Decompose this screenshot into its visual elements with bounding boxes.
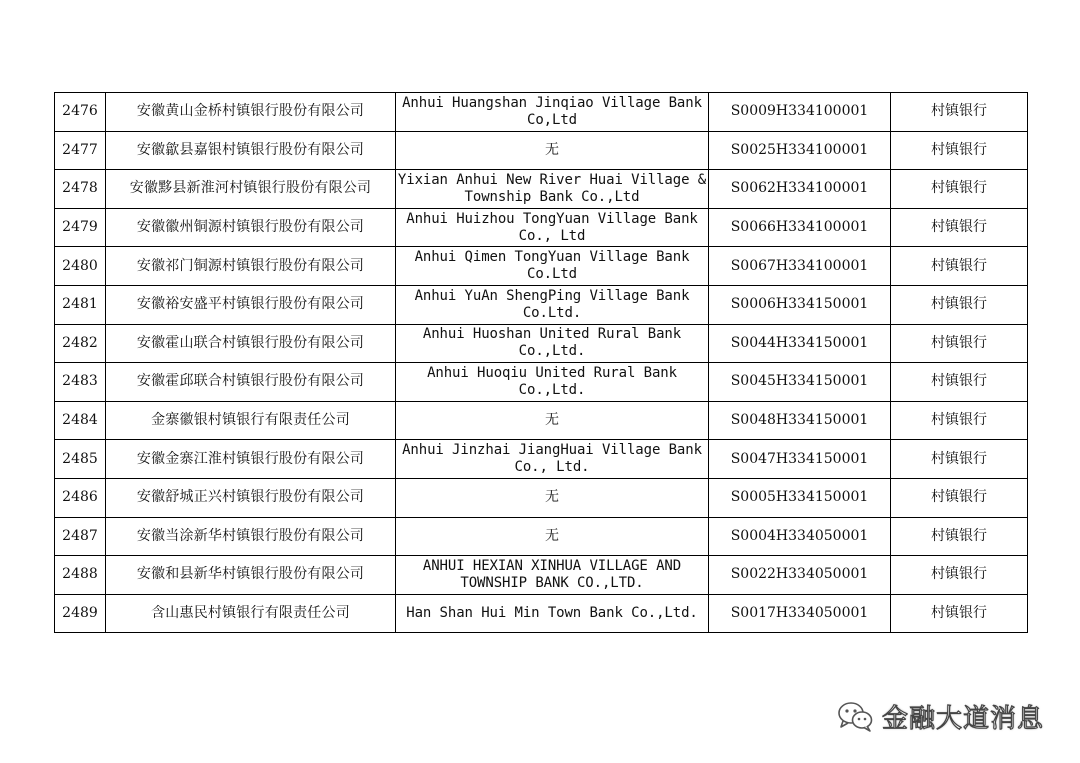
table-row — [55, 478, 1028, 517]
bank-table — [54, 92, 1028, 633]
institution-code: S0025H334100001 — [709, 131, 891, 170]
row-number: 2479 — [55, 208, 106, 247]
bank-name-zh: 安徽霍山联合村镇银行股份有限公司 — [106, 324, 396, 363]
table-row — [55, 556, 1028, 595]
row-number: 2489 — [55, 594, 106, 633]
bank-name-en: Anhui Qimen TongYuan Village Bank Co.Ltd — [396, 247, 709, 286]
institution-code: S0004H334050001 — [709, 517, 891, 556]
bank-name-en: Anhui Huizhou TongYuan Village Bank Co., Ltd — [396, 208, 709, 247]
table-row — [55, 93, 1028, 132]
bank-name-zh: 安徽和县新华村镇银行股份有限公司 — [106, 556, 396, 595]
institution-code: S0044H334150001 — [709, 324, 891, 363]
row-number: 2483 — [55, 363, 106, 402]
bank-name-zh: 安徽裕安盛平村镇银行股份有限公司 — [106, 285, 396, 324]
bank-name-en: Anhui Jinzhai JiangHuai Village Bank Co., Ltd. — [396, 440, 709, 479]
institution-code: S0005H334150001 — [709, 478, 891, 517]
row-number: 2487 — [55, 517, 106, 556]
bank-type: 村镇银行 — [891, 324, 1028, 363]
bank-type: 村镇银行 — [891, 594, 1028, 633]
institution-code: S0006H334150001 — [709, 285, 891, 324]
table-row — [55, 131, 1028, 170]
bank-name-en: Anhui Huoshan United Rural Bank Co.,Ltd. — [396, 324, 709, 363]
bank-name-zh: 安徽祁门铜源村镇银行股份有限公司 — [106, 247, 396, 286]
bank-type: 村镇银行 — [891, 556, 1028, 595]
bank-type: 村镇银行 — [891, 285, 1028, 324]
bank-name-zh: 安徽徽州铜源村镇银行股份有限公司 — [106, 208, 396, 247]
bank-name-en: Anhui Huangshan Jinqiao Village Bank Co,Ltd — [396, 93, 709, 132]
bank-table-body — [55, 93, 1028, 633]
row-number: 2482 — [55, 324, 106, 363]
bank-name-en: 无 — [396, 131, 709, 170]
table-row — [55, 285, 1028, 324]
institution-code: S0048H334150001 — [709, 401, 891, 440]
watermark — [836, 696, 1044, 736]
bank-name-en: Anhui Huoqiu United Rural Bank Co.,Ltd. — [396, 363, 709, 402]
row-number: 2486 — [55, 478, 106, 517]
row-number: 2481 — [55, 285, 106, 324]
row-number: 2478 — [55, 170, 106, 209]
institution-code: S0017H334050001 — [709, 594, 891, 633]
bank-name-en: Anhui YuAn ShengPing Village Bank Co.Ltd. — [396, 285, 709, 324]
bank-type: 村镇银行 — [891, 478, 1028, 517]
table-row — [55, 208, 1028, 247]
bank-name-en: 无 — [396, 478, 709, 517]
bank-name-en: Yixian Anhui New River Huai Village & Township Bank Co.,Ltd — [396, 170, 709, 209]
wechat-icon — [836, 699, 874, 733]
bank-type: 村镇银行 — [891, 363, 1028, 402]
institution-code: S0062H334100001 — [709, 170, 891, 209]
bank-name-en: 无 — [396, 517, 709, 556]
bank-name-zh: 安徽霍邱联合村镇银行股份有限公司 — [106, 363, 396, 402]
bank-type: 村镇银行 — [891, 517, 1028, 556]
row-number: 2484 — [55, 401, 106, 440]
bank-name-en: Han Shan Hui Min Town Bank Co.,Ltd. — [396, 594, 709, 633]
bank-type: 村镇银行 — [891, 208, 1028, 247]
bank-name-zh: 金寨徽银村镇银行有限责任公司 — [106, 401, 396, 440]
bank-name-zh: 安徽金寨江淮村镇银行股份有限公司 — [106, 440, 396, 479]
bank-type: 村镇银行 — [891, 401, 1028, 440]
bank-name-zh: 安徽黟县新淮河村镇银行股份有限公司 — [106, 170, 396, 209]
table-row — [55, 594, 1028, 633]
bank-type: 村镇银行 — [891, 247, 1028, 286]
bank-name-en: 无 — [396, 401, 709, 440]
table-row — [55, 440, 1028, 479]
institution-code: S0022H334050001 — [709, 556, 891, 595]
table-row — [55, 170, 1028, 209]
row-number: 2477 — [55, 131, 106, 170]
institution-code: S0045H334150001 — [709, 363, 891, 402]
institution-code: S0009H334100001 — [709, 93, 891, 132]
table-row — [55, 517, 1028, 556]
bank-name-zh: 安徽歙县嘉银村镇银行股份有限公司 — [106, 131, 396, 170]
table-row — [55, 363, 1028, 402]
bank-name-en: ANHUI HEXIAN XINHUA VILLAGE AND TOWNSHIP BANK CO.,LTD. — [396, 556, 709, 595]
bank-type: 村镇银行 — [891, 93, 1028, 132]
bank-name-zh: 安徽黄山金桥村镇银行股份有限公司 — [106, 93, 396, 132]
institution-code: S0067H334100001 — [709, 247, 891, 286]
row-number: 2485 — [55, 440, 106, 479]
institution-code: S0066H334100001 — [709, 208, 891, 247]
table-row — [55, 324, 1028, 363]
row-number: 2488 — [55, 556, 106, 595]
bank-name-zh: 安徽舒城正兴村镇银行股份有限公司 — [106, 478, 396, 517]
bank-name-zh: 含山惠民村镇银行有限责任公司 — [106, 594, 396, 633]
table-row — [55, 401, 1028, 440]
watermark-text: 金融大道消息 — [882, 703, 1045, 734]
bank-type: 村镇银行 — [891, 131, 1028, 170]
row-number: 2480 — [55, 247, 106, 286]
table-row — [55, 247, 1028, 286]
row-number: 2476 — [55, 93, 106, 132]
bank-type: 村镇银行 — [891, 170, 1028, 209]
bank-type: 村镇银行 — [891, 440, 1028, 479]
institution-code: S0047H334150001 — [709, 440, 891, 479]
bank-name-zh: 安徽当涂新华村镇银行股份有限公司 — [106, 517, 396, 556]
